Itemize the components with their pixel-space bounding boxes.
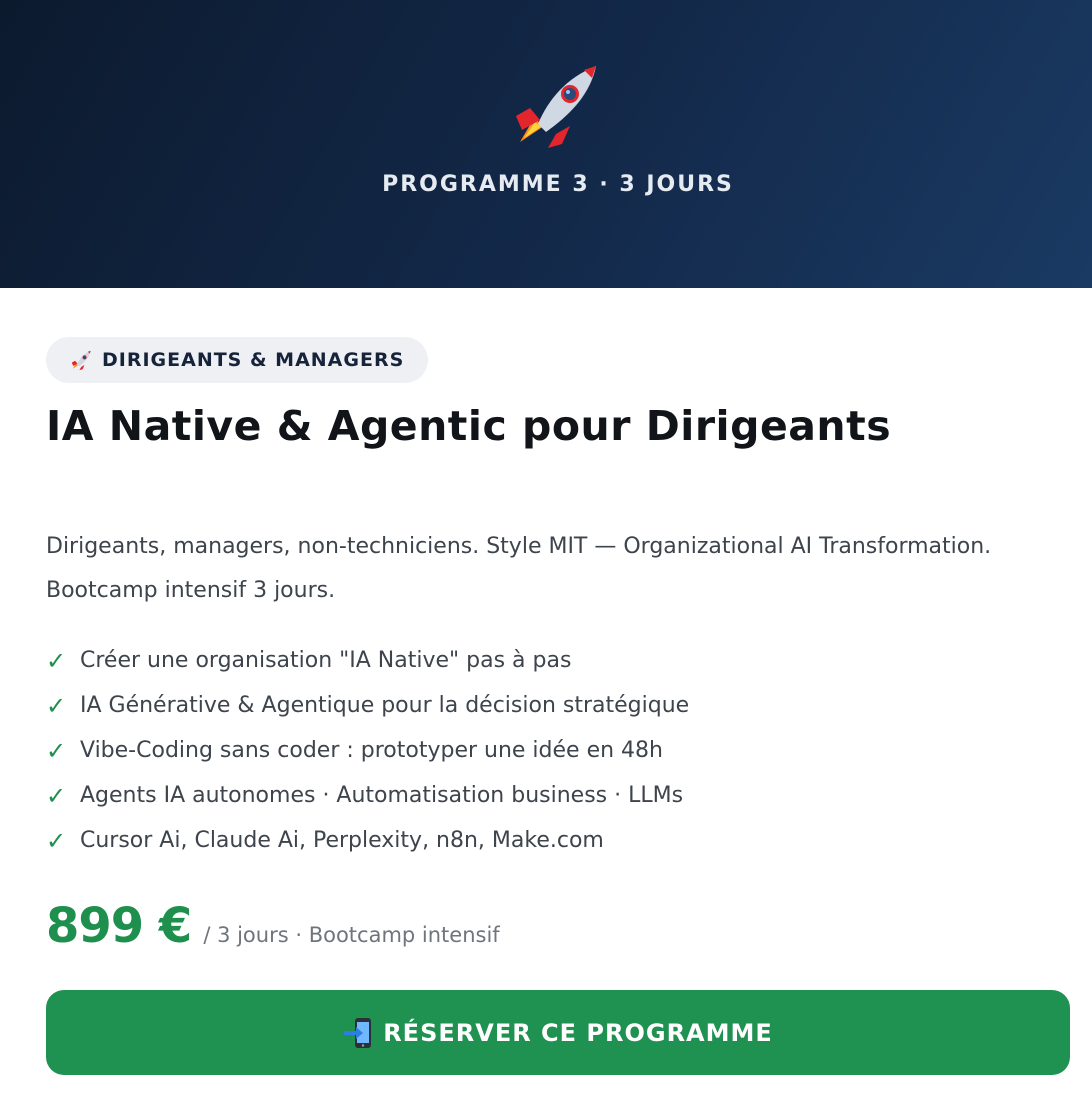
audience-badge <box>46 337 428 383</box>
rocket-icon <box>68 347 94 373</box>
program-description: Dirigeants, managers, non-techniciens. Style MIT — Organizational AI Transformation. Bootcamp intensif 3 jours. <box>46 534 992 603</box>
check-icon: ✓ <box>46 826 67 855</box>
feature-text: Cursor Ai, Claude Ai, Perplexity, n8n, Make.com <box>80 828 604 853</box>
program-title: IA Native & Agentic pour Dirigeants <box>46 402 892 450</box>
rocket-icon <box>500 60 610 150</box>
feature-item <box>46 818 1046 863</box>
mobile-phone-arrow-icon <box>343 1016 375 1050</box>
feature-item <box>46 728 1046 773</box>
hero-banner <box>0 0 1092 288</box>
feature-item <box>46 683 1046 728</box>
feature-text: Vibe-Coding sans coder : prototyper une idée en 48h <box>80 738 663 763</box>
program-label: PROGRAMME 3 · 3 JOURS <box>382 172 734 197</box>
price-amount: 899 € <box>46 898 192 954</box>
feature-item <box>46 773 1046 818</box>
reserve-program-label: RÉSERVER CE PROGRAMME <box>383 1018 773 1047</box>
feature-text: IA Générative & Agentique pour la décision stratégique <box>80 693 690 718</box>
audience-badge-label: DIRIGEANTS & MANAGERS <box>102 349 405 371</box>
check-icon: ✓ <box>46 781 67 810</box>
check-icon: ✓ <box>46 736 67 765</box>
check-icon: ✓ <box>46 646 67 675</box>
reserve-program-button[interactable] <box>46 990 1070 1075</box>
feature-text: Créer une organisation "IA Native" pas à pas <box>80 648 572 673</box>
price-note: / 3 jours · Bootcamp intensif <box>203 923 500 947</box>
feature-text: Agents IA autonomes · Automatisation business · LLMs <box>80 783 684 808</box>
feature-item <box>46 638 1046 683</box>
feature-list <box>46 638 1046 863</box>
price-row <box>46 898 500 954</box>
check-icon: ✓ <box>46 691 67 720</box>
